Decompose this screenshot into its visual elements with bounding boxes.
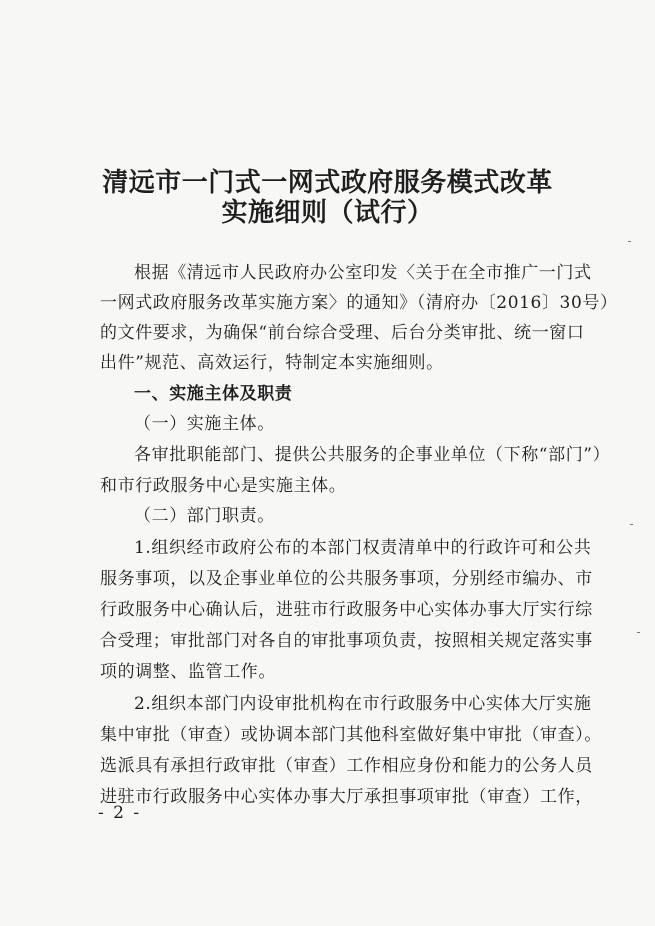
paragraph-body-line-1: 各审批职能部门、提供公共服务的企事业单位（下称“部门”） — [134, 445, 611, 465]
item-1-line-4: 合受理；审批部门对各自的审批事项负责，按照相关规定落实事 — [100, 631, 593, 651]
item-2-line-3: 选派具有承担行政审批（审查）工作相应身份和能力的公务人员 — [100, 756, 593, 776]
scan-speck — [628, 241, 631, 242]
scan-speck — [637, 632, 640, 633]
paragraph-body-line-2: 和市行政服务中心是实施主体。 — [100, 476, 347, 496]
paragraph-intro-line-1: 根据《清远市人民政府办公室印发〈关于在全市推广一门式 — [134, 263, 592, 283]
page-number: - 2 - — [98, 803, 142, 823]
scan-speck — [630, 524, 633, 525]
paragraph-intro-line-4: 出件”规范、高效运行，特制定本实施细则。 — [100, 353, 444, 373]
item-2-line-4: 进驻市行政服务中心实体办事大厅承担事项审批（审查）工作， — [100, 787, 593, 807]
paragraph-intro-line-3: 的文件要求，为确保“前台综合受理、后台分类审批、统一窗口 — [100, 323, 585, 343]
item-1-line-2: 服务事项，以及企事业单位的公共服务事项，分别经市编办、市 — [100, 569, 593, 589]
subheading-department-duties: （二）部门职责。 — [134, 506, 275, 526]
item-2-line-2: 集中审批（审查）或协调本部门其他科室做好集中审批（审查）。 — [100, 725, 602, 745]
document-title-line-2: 实施细则（试行） — [221, 198, 434, 228]
item-1-line-3: 行政服务中心确认后，进驻市行政服务中心实体办事大厅实行综 — [100, 600, 593, 620]
item-1-line-1: 1.组织经市政府公布的本部门权责清单中的行政许可和公共 — [134, 538, 592, 558]
section-heading-1: 一、实施主体及职责 — [134, 384, 293, 404]
subheading-implementing-body: （一）实施主体。 — [134, 414, 275, 434]
document-title-line-1: 清远市一门式一网式政府服务模式改革 — [102, 168, 553, 198]
item-1-line-5: 项的调整、监管工作。 — [100, 662, 276, 682]
item-2-line-1: 2.组织本部门内设审批机构在市行政服务中心实体大厅实施 — [134, 694, 592, 714]
paragraph-intro-line-2: 一网式政府服务改革实施方案〉的通知》（清府办〔2016〕30号） — [100, 293, 618, 313]
